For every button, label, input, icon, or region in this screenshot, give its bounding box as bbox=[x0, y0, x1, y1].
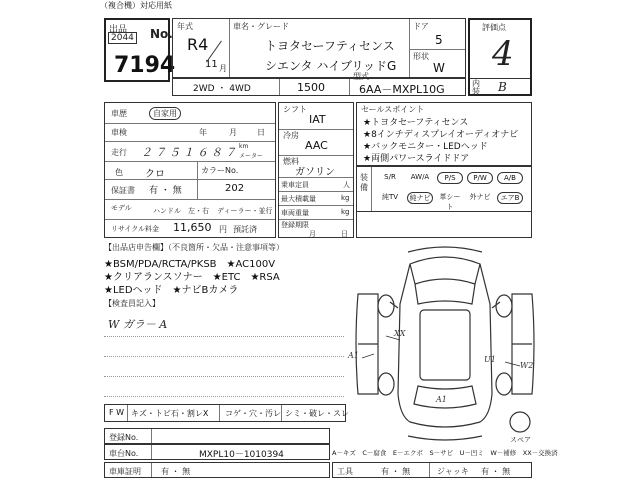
jack-label: ジャッキ bbox=[437, 467, 469, 476]
model-no-label: モデル bbox=[111, 204, 132, 212]
color-label: 色 bbox=[115, 168, 123, 177]
equipment-label: 装備 bbox=[360, 173, 368, 192]
equip-leather: 革シート bbox=[439, 193, 461, 211]
wheel-rear-left bbox=[378, 373, 394, 395]
wheel-front-right bbox=[496, 295, 512, 317]
spec-table bbox=[278, 102, 354, 238]
sales-point-4: ★両側パワースライドドア bbox=[363, 154, 470, 164]
chassis-label: 車台No. bbox=[109, 449, 139, 458]
equip-ps: P/S bbox=[437, 172, 463, 184]
inspector-label: 【検査員記入】 bbox=[104, 299, 160, 308]
legend-stain: シミ・破レ・スレ bbox=[285, 409, 349, 418]
lot-prefix: 出品 bbox=[109, 25, 128, 35]
equip-sr: S/R bbox=[384, 173, 396, 181]
recycle-value: 11,650 bbox=[173, 221, 212, 234]
score-box bbox=[468, 18, 532, 96]
chassis-row bbox=[104, 444, 330, 460]
year-month: 11 bbox=[205, 59, 218, 70]
sales-point-1: ★トヨタセーフティセンス bbox=[363, 118, 469, 128]
lot-box bbox=[104, 18, 176, 82]
car-rear-bumper bbox=[408, 436, 482, 440]
doors-label: ドア bbox=[413, 22, 429, 31]
inspection-label: 車検 bbox=[111, 128, 127, 137]
load-label: 最大積載量 bbox=[281, 195, 316, 203]
tools-options: 有 ・ 無 bbox=[381, 467, 411, 476]
legend-fw: F W bbox=[109, 408, 125, 417]
inspection-day: 日 bbox=[257, 128, 265, 137]
equipment-box bbox=[356, 166, 532, 212]
car-front-bumper bbox=[408, 247, 482, 252]
lot-no-label: No. bbox=[150, 27, 173, 41]
drive-value: 2WD ・ 4WD bbox=[193, 84, 251, 94]
displacement-value: 1500 bbox=[297, 81, 325, 94]
sales-point-3: ★バックモニター・LEDヘッド bbox=[363, 142, 488, 152]
spare-label: スペア bbox=[510, 436, 531, 444]
mark-w2: W2 bbox=[520, 361, 534, 370]
capacity-unit: 人 bbox=[343, 181, 350, 189]
equipment-extra bbox=[356, 212, 532, 238]
ac-value: AAC bbox=[305, 139, 328, 152]
equip-tv: 純TV bbox=[381, 193, 399, 201]
mileage-digits: ２７５１６８７ bbox=[141, 146, 239, 159]
equip-pw: P/W bbox=[467, 172, 493, 184]
cert-options: 有 ・ 無 bbox=[161, 467, 191, 476]
car-windshield bbox=[415, 279, 475, 304]
capacity-label: 乗車定員 bbox=[281, 181, 309, 189]
legend-burn: コゲ・穴・汚レ bbox=[225, 409, 281, 418]
recycle-deposit: 預託済 bbox=[233, 225, 257, 234]
lot-number: 7194 bbox=[114, 53, 176, 78]
history-label: 車歴 bbox=[111, 109, 127, 118]
mileage-note: メーター bbox=[239, 153, 264, 160]
lot-code: 2044 bbox=[108, 32, 137, 44]
equip-ab: A/B bbox=[497, 172, 523, 184]
history-value: 自家用 bbox=[149, 107, 181, 120]
tools-row bbox=[332, 462, 532, 478]
drive-row bbox=[172, 72, 466, 96]
model-handle: ハンドル 左・右 bbox=[153, 207, 209, 215]
details-table bbox=[104, 102, 276, 238]
inspection-month: 月 bbox=[229, 128, 237, 137]
type-value: 6AA－MXPL10G bbox=[359, 83, 445, 96]
chassis-value: MXPL10－1010394 bbox=[199, 450, 284, 460]
shape-value: W bbox=[433, 61, 445, 75]
note-line-1: ★BSM/PDA/RCTA/PKSB ★AC100V bbox=[104, 259, 276, 270]
damage-legend bbox=[104, 404, 349, 422]
car-roof bbox=[420, 310, 470, 380]
year-month-unit: 月 bbox=[219, 64, 227, 73]
equip-ext-navi: 外ナビ bbox=[469, 193, 491, 201]
doors-value: 5 bbox=[435, 33, 443, 47]
score-label: 評価点 bbox=[482, 23, 506, 32]
shift-value: IAT bbox=[309, 113, 326, 126]
recycle-label: リサイクル料金 bbox=[111, 225, 160, 233]
wheel-rear-right bbox=[496, 373, 512, 395]
notes-label: 【出品店申告欄】（不良箇所・欠品・注意事項等） bbox=[104, 243, 284, 252]
fuel-value: ガソリン bbox=[295, 167, 335, 178]
note-line-3: ★LEDヘッド ★ナビBカメラ bbox=[104, 285, 239, 296]
tools-label: 工具 bbox=[337, 467, 353, 476]
year-era: R4 bbox=[187, 35, 209, 54]
shape-label: 形状 bbox=[413, 52, 429, 61]
cert-row bbox=[104, 462, 330, 478]
model-line2: シエンタ ハイブリッドG bbox=[265, 59, 397, 73]
reg-date-month: 月 bbox=[309, 230, 316, 238]
cert-label: 車庫証明 bbox=[109, 467, 141, 476]
equip-aw: AW/A bbox=[410, 173, 430, 181]
color-value: クロ bbox=[145, 169, 165, 180]
mark-xx: XX bbox=[394, 329, 406, 338]
sales-points-box bbox=[356, 102, 532, 166]
mileage-unit: km bbox=[239, 143, 249, 150]
color-code-label: カラーNo. bbox=[201, 166, 239, 175]
warranty-label: 保証書 bbox=[111, 186, 135, 195]
model-label: 車名・グレード bbox=[233, 22, 289, 31]
reg-date-day: 日 bbox=[341, 230, 348, 238]
car-info-box bbox=[172, 18, 466, 78]
warranty-options: 有 ・ 無 bbox=[149, 186, 182, 196]
load-unit: kg bbox=[341, 194, 350, 202]
legend-scratch: キズ・トビ石・割レX bbox=[131, 409, 209, 418]
wheel-front-left bbox=[378, 295, 394, 317]
mark-a1-left: A1 bbox=[348, 351, 359, 360]
registration-row bbox=[104, 428, 330, 444]
fuel-label: 燃料 bbox=[283, 157, 299, 166]
sales-points-label: セールスポイント bbox=[361, 105, 425, 114]
mileage-label: 走行 bbox=[111, 148, 127, 157]
mark-u1: U1 bbox=[484, 355, 496, 364]
interior-label: 内装 bbox=[472, 79, 480, 96]
model-dealer: ディーラー・並行 bbox=[217, 207, 273, 215]
year-label: 年式 bbox=[177, 22, 193, 31]
inspector-note: W ガラ－ A bbox=[108, 318, 168, 331]
recycle-unit: 円 bbox=[219, 225, 227, 234]
car-damage-diagram bbox=[350, 244, 540, 444]
model-line1: トヨタセーフティセンス bbox=[265, 39, 395, 53]
color-code: 202 bbox=[225, 183, 245, 194]
equip-airb: エアB bbox=[497, 192, 523, 204]
interior-value: B bbox=[498, 80, 507, 94]
equip-navi: 純ナビ bbox=[407, 192, 433, 204]
damage-codes: A－キズ C－腐食 E－エクボ S－サビ U－凹ミ W－補修 XX－交換済 bbox=[332, 449, 558, 457]
mark-a1-rear: A1 bbox=[436, 395, 447, 404]
ac-label: 冷房 bbox=[283, 131, 299, 140]
sales-point-2: ★8インチディスプレイオーディオナビ bbox=[363, 130, 519, 140]
jack-options: 有 ・ 無 bbox=[481, 467, 511, 476]
registration-label: 登録No. bbox=[109, 433, 139, 442]
note-line-2: ★クリアランスソナー ★ETC ★RSA bbox=[104, 272, 280, 283]
type-label: 型式 bbox=[353, 72, 369, 81]
shift-label: シフト bbox=[283, 105, 307, 114]
inspection-year: 年 bbox=[199, 128, 207, 137]
score-value: 4 bbox=[492, 34, 514, 74]
weight-unit: kg bbox=[341, 208, 350, 216]
header-note: （複合機）対応用紙 bbox=[100, 1, 172, 10]
weight-label: 車両重量 bbox=[281, 209, 309, 217]
spare-wheel bbox=[510, 412, 530, 432]
reg-date-label: 登録期限 bbox=[281, 221, 309, 229]
